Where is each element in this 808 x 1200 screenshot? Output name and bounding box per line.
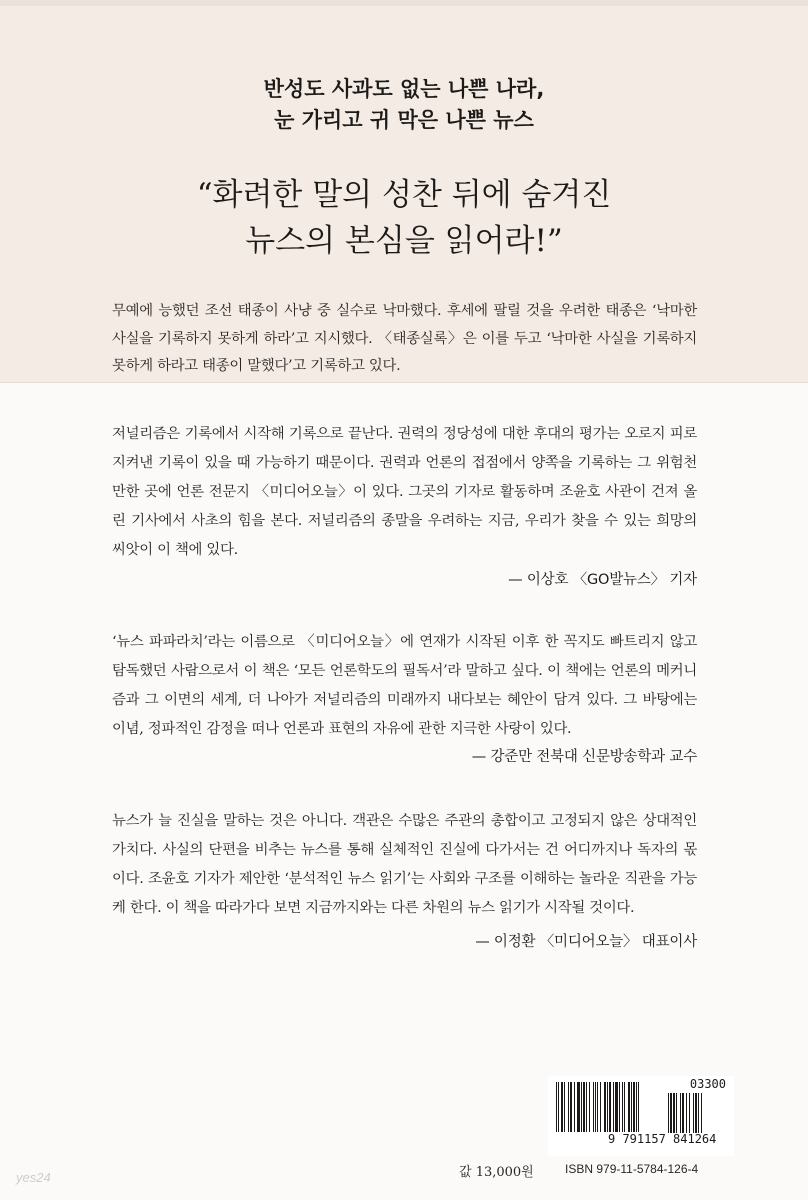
review-attribution-1: — 이상호 〈GO발뉴스〉 기자 [508, 572, 697, 588]
headline-line-2: 눈 가리고 귀 막은 나쁜 뉴스 [274, 108, 534, 132]
barcode-number: 9 791157 841264 [608, 1132, 717, 1146]
review-block-1 [112, 420, 697, 593]
pull-quote [0, 172, 808, 264]
review-attribution-3: — 이정환 〈미디어오늘〉 대표이사 [475, 934, 697, 950]
addon-barcode-bars [668, 1093, 724, 1133]
barcode-addon-number: 03300 [689, 1077, 726, 1091]
review-block-3 [112, 807, 697, 955]
isbn-barcode [548, 1076, 734, 1156]
review-text-2: ‘뉴스 파파라치’라는 이름으로 〈미디어오늘〉에 연재가 시작된 이후 한 꼭지도 빠트리지 않고 탐독했던 사람으로서 이 책은 ‘모든 언론학도의 필독서’라 말하고 싶다. 이 책에는 언론의 메커니즘과 그 이면의 세계, 더 나아가 저널리즘의 미래까지 내다보는 혜안이 담겨 있다. 그 바탕에는 이념, 정파적인 감정을 떠나 언론과 표현의 자유에 관한 지극한 사랑이 있다. [112, 634, 697, 737]
headline-line-1: 반성도 사과도 없는 나쁜 나라, [263, 77, 545, 101]
review-text-1: 저널리즘은 기록에서 시작해 기록으로 끝난다. 권력의 정당성에 대한 후대의 평가는 오로지 피로 지켜낸 기록이 있을 때 가능하기 때문이다. 권력과 언론의 접점에서 양쪽을 기록하는 그 위험천만한 곳에 언론 전문지 〈미디어오늘〉이 있다. 그곳의 기자로 활동하며 조윤호 사관이 건져 올린 기사에서 사초의 힘을 본다. 저널리즘의 종말을 우려하는 지금, 우리가 찾을 수 있는 희망의 씨앗이 이 책에 있다. [112, 426, 697, 558]
review-text-3: 뉴스가 늘 진실을 말하는 것은 아니다. 객관은 수많은 주관의 총합이고 고정되지 않은 상대적인 가치다. 사실의 단편을 비추는 뉴스를 통해 실체적인 진실에 다가서는 건 어디까지나 독자의 몫이다. 조윤호 기자가 제안한 ‘분석적인 뉴스 읽기’는 사회와 구조를 이해하는 놀라운 직관을 가능케 한다. 이 책을 따라가다 보면 지금까지와는 다른 차원의 뉴스 읽기가 시작될 것이다. [112, 813, 697, 916]
intro-paragraph: 무예에 능했던 조선 태종이 사냥 중 실수로 낙마했다. 후세에 팔릴 것을 우려한 태종은 ‘낙마한 사실을 기록하지 못하게 하라’고 지시했다. 〈태종실록〉은 이를 두고 ‘낙마한 사실을 기록하지 못하게 하라고 태종이 말했다’고 기록하고 있다. [112, 303, 697, 374]
review-block-2 [112, 628, 697, 770]
headline [0, 74, 808, 136]
pull-quote-line-2: 뉴스의 본심을 읽어라!” [245, 223, 563, 259]
price-label: 값 13,000원 [459, 1165, 534, 1180]
isbn-label: ISBN 979-11-5784-126-4 [565, 1162, 699, 1176]
review-attribution-2: — 강준만 전북대 신문방송학과 교수 [471, 749, 697, 765]
cover-top-edge [0, 0, 808, 6]
ean13-barcode-bars [556, 1082, 660, 1132]
pull-quote-line-1: “화려한 말의 성찬 뒤에 숨겨진 [196, 177, 612, 213]
yes24-watermark: yes24 [16, 1170, 51, 1185]
